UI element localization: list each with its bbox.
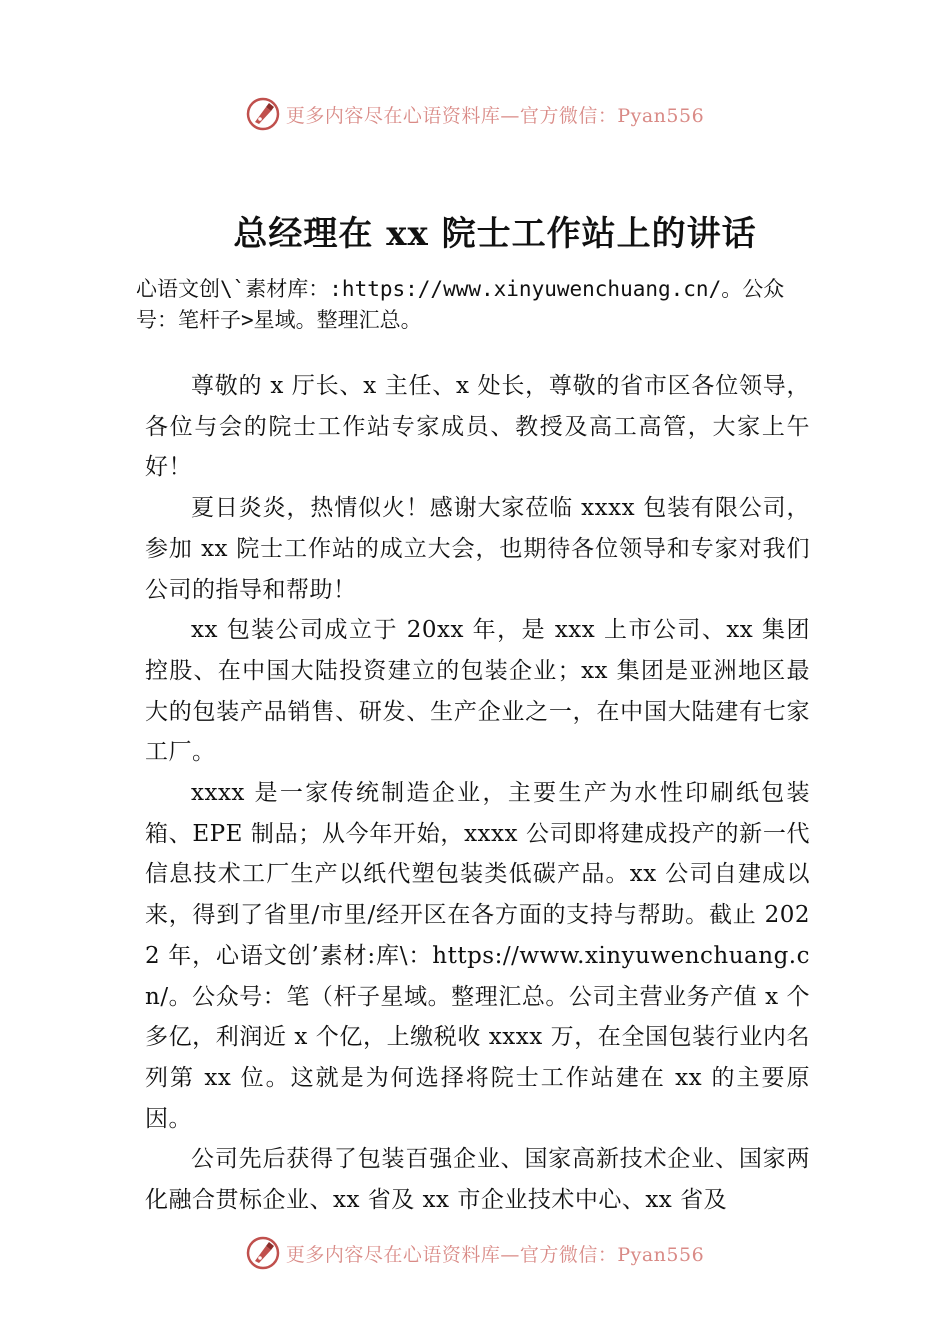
document-title: 总经理在 xx 院士工作站上的讲话 xyxy=(233,214,757,254)
banner-text: 更多内容尽在心语资料库—官方微信：Pyan556 xyxy=(285,1243,705,1266)
document-body xyxy=(145,366,810,1221)
paragraph: 夏日炎炎，热情似火！感谢大家莅临 xxxx 包装有限公司，参加 xx 院士工作站的成立大会，也期待各位领导和专家对我们公司的指导和帮助！ xyxy=(145,495,810,603)
footer-watermark-banner xyxy=(0,1233,950,1273)
source-line: 心语文创\`素材库：:https://www.xinyuwenchuang.cn/。公众号：笔杆子>星域。整理汇总。 xyxy=(136,277,785,332)
paragraph: xxxx 是一家传统制造企业，主要生产为水性印刷纸包装箱、EPE 制品；从今年开始，xxxx 公司即将建成投产的新一代信息技术工厂生产以纸代塑包装类低碳产品。xx 公司自建成以来，得到了省里/市里/经开区在各方面的支持与帮助。截止 2022 年，心语文创’素材:库\：https://www.xinyuwenchuang.cn/。公众号：笔（杆子星域。整理汇总。公司主营业务产值 x 个多亿，利润近 x 个亿，上缴税收 xxxx 万，在全国包装行业内名列第 xx 位。这就是为何选择将院士工作站建在 xx 的主要原因。 xyxy=(145,780,810,1132)
paragraph: 公司先后获得了包装百强企业、国家高新技术企业、国家两化融合贯标企业、xx 省及 xx 市企业技术中心、xx 省及 xyxy=(145,1146,810,1214)
pen-nib-logo-icon xyxy=(246,97,280,131)
pen-nib-logo-icon xyxy=(246,1236,280,1270)
paragraph: 尊敬的 x 厅长、x 主任、x 处长，尊敬的省市区各位领导，各位与会的院士工作站专家成员、教授及高工高管，大家上午好！ xyxy=(145,373,810,481)
paragraph: xx 包装公司成立于 20xx 年，是 xxx 上市公司、xx 集团控股、在中国大陆投资建立的包装企业；xx 集团是亚洲地区最大的包装产品销售、研发、生产企业之一，在中国大陆建有七家工厂。 xyxy=(145,617,810,766)
header-watermark-banner xyxy=(0,94,950,134)
banner-text: 更多内容尽在心语资料库—官方微信：Pyan556 xyxy=(285,104,705,127)
